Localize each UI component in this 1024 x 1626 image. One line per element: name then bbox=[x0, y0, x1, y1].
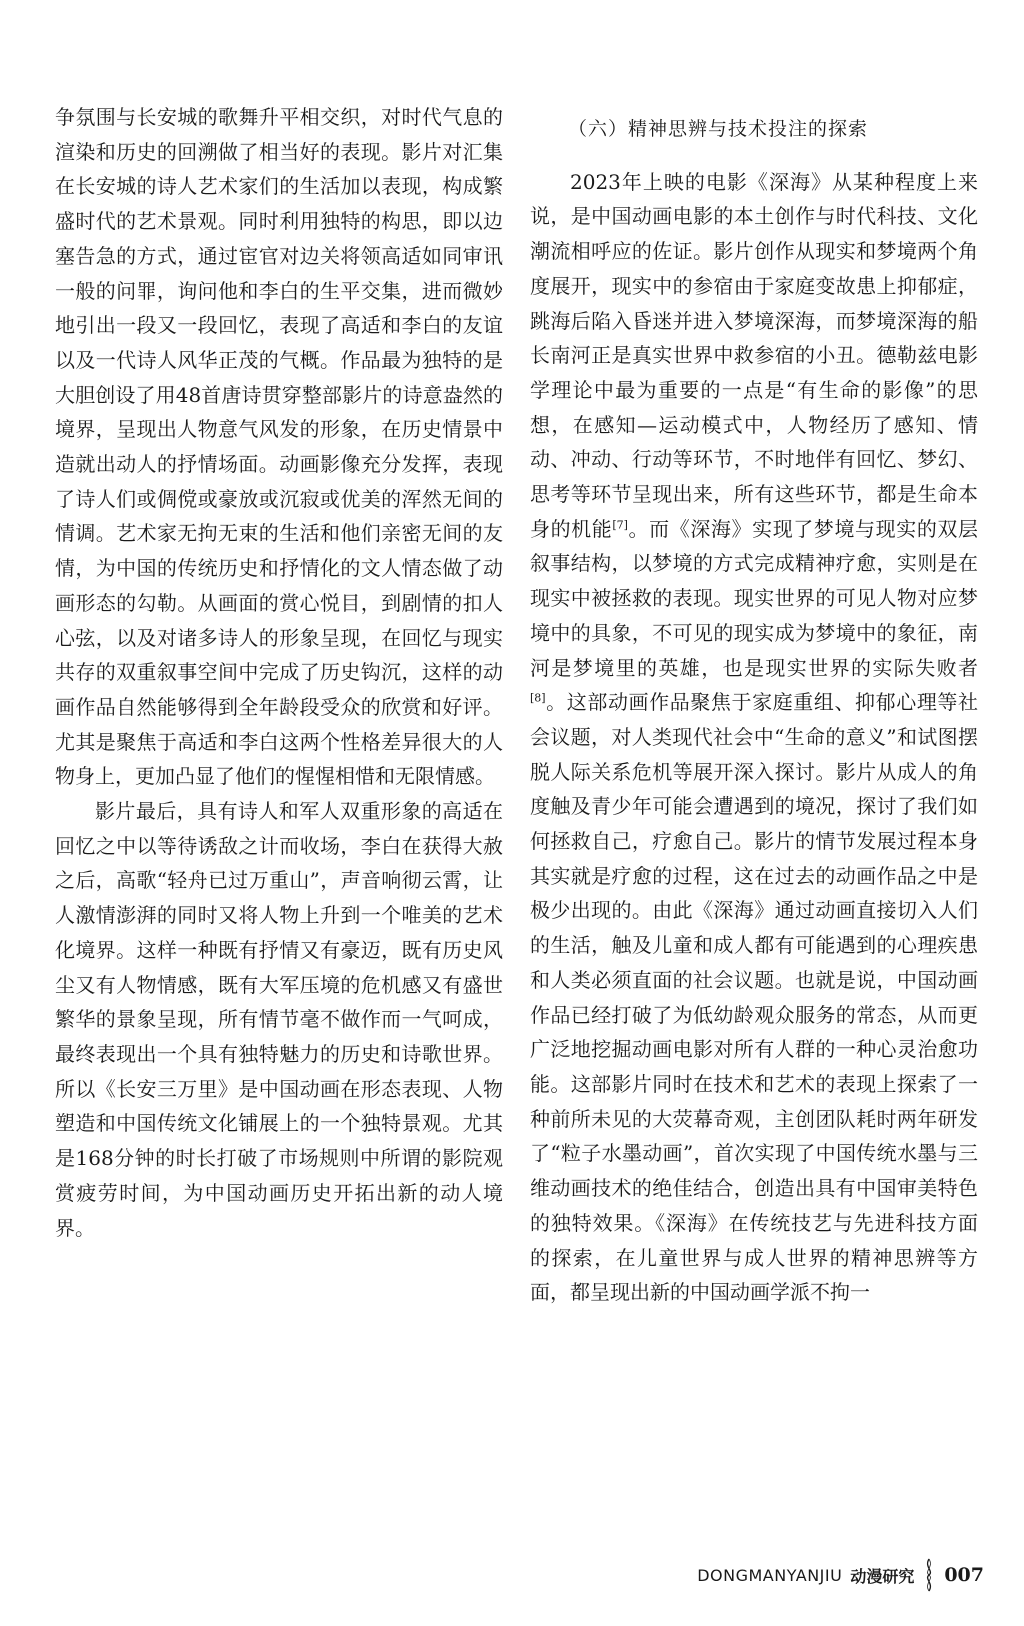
section-heading: （六）精神思辨与技术投注的探索 bbox=[568, 118, 869, 140]
text-run: 。这部动画作品聚焦于家庭重组、抑郁心理等社会议题，对人类现代社会中“生命的意义”和试图摆脱人际关系危机等展开深入探讨。影片从成人的角度触及青少年可能会遭遇到的境况，探讨了我们如何拯救自己，疗愈自己。影片的情节发展过程本身其实就是疗愈的过程，这在过去的动画作品之中是极少出现的。由此《深海》通过动画直接切入人们的生活，触及儿童和成人都有可能遇到的心理疾患和人类必须直面的社会议题。也就是说，中国动画作品已经打破了为低幼龄观众服务的常态，从而更广泛地挖掘动画电影对所有人群的一种心灵治愈功能。这部影片同时在技术和艺术的表现上探索了一种前所未见的大荧幕奇观，主创团队耗时两年研发了“粒子水墨动画”，首次实现了中国传统水墨与三维动画技术的绝佳结合，创造出具有中国审美特色的独特效果。《深海》在传统技艺与先进科技方面的探索，在儿童世界与成人世界的精神思辨等方面，都呈现出新的中国动画学派不拘一 bbox=[530, 690, 978, 1305]
body-paragraph bbox=[530, 165, 978, 1310]
page-number: 007 bbox=[944, 1564, 984, 1586]
citation-ref: [8] bbox=[530, 691, 546, 705]
page-footer bbox=[697, 1555, 984, 1595]
citation-ref: [7] bbox=[612, 518, 628, 532]
right-column bbox=[530, 100, 978, 1310]
left-column bbox=[55, 100, 503, 1245]
body-paragraph: 影片最后，具有诗人和军人双重形象的高适在回忆之中以等待诱敌之计而收场，李白在获得大赦之后，高歌“轻舟已过万重山”，声音响彻云霄，让人激情澎湃的同时又将人物上升到一个唯美的艺术化境界。这样一种既有抒情又有豪迈，既有历史风尘又有人物情感，既有大军压境的危机感又有盛世繁华的景象呈现，所有情节毫不做作而一气呵成，最终表现出一个具有独特魅力的历史和诗歌世界。所以《长安三万里》是中国动画在形态表现、人物塑造和中国传统文化铺展上的一个独特景观。尤其是168分钟的时长打破了市场规则中所谓的影院观赏疲劳时间，为中国动画历史开拓出新的动人境界。 bbox=[55, 799, 503, 1240]
body-paragraph: 争氛围与长安城的歌舞升平相交织，对时代气息的渲染和历史的回溯做了相当好的表现。影片对汇集在长安城的诗人艺术家们的生活加以表现，构成繁盛时代的艺术景观。同时利用独特的构思，即以边塞告急的方式，通过宦官对边关将领高适如同审讯一般的问罪，询问他和李白的生平交集，进而微妙地引出一段又一段回忆，表现了高适和李白的友谊以及一代诗人风华正茂的气概。作品最为独特的是大胆创设了用48首唐诗贯穿整部影片的诗意盎然的境界，呈现出人物意气风发的形象，在历史情景中造就出动人的抒情场面。动画影像充分发挥，表现了诗人们或倜傥或豪放或沉寂或优美的浑然无间的情调。艺术家无拘无束的生活和他们亲密无间的友情，为中国的传统历史和抒情化的文人情态做了动画形态的勾勒。从画面的赏心悦目，到剧情的扣人心弦，以及对诸多诗人的形象呈现，在回忆与现实共存的双重叙事空间中完成了历史钩沉，这样的动画作品自然能够得到全年龄段受众的欣赏和好评。尤其是聚焦于高适和李白这两个性格差异很大的人物身上，更加凸显了他们的惺惺相惜和无限情感。 bbox=[55, 105, 503, 789]
journal-name-en: DONGMANYANJIU bbox=[697, 1565, 843, 1585]
text-run: 。而《深海》实现了梦境与现实的双层叙事结构，以梦境的方式完成精神疗愈，实则是在现实中被拯救的表现。现实世界的可见人物对应梦境中的具象，不可见的现实成为梦境中的象征，南河是梦境里的英雄，也是现实世界的实际失败者 bbox=[530, 516, 979, 680]
text-run: 2023年上映的电影《深海》从某种程度上来说，是中国动画电影的本土创作与时代科技、文化潮流相呼应的佐证。影片创作从现实和梦境两个角度展开，现实中的参宿由于家庭变故患上抑郁症，跳海后陷入昏迷并进入梦境深海，而梦境深海的船长南河正是真实世界中救参宿的小丑。德勒兹电影学理论中最为重要的一点是“有生命的影像”的思想，在感知—运动模式中，人物经历了感知、情动、冲动、行动等环节，不时地伴有回忆、梦幻、思考等环节呈现出来，所有这些环节，都是生命本身的机能 bbox=[530, 169, 978, 541]
journal-name-cn: 动漫研究 bbox=[850, 1566, 915, 1586]
ornament-icon bbox=[922, 1557, 936, 1593]
